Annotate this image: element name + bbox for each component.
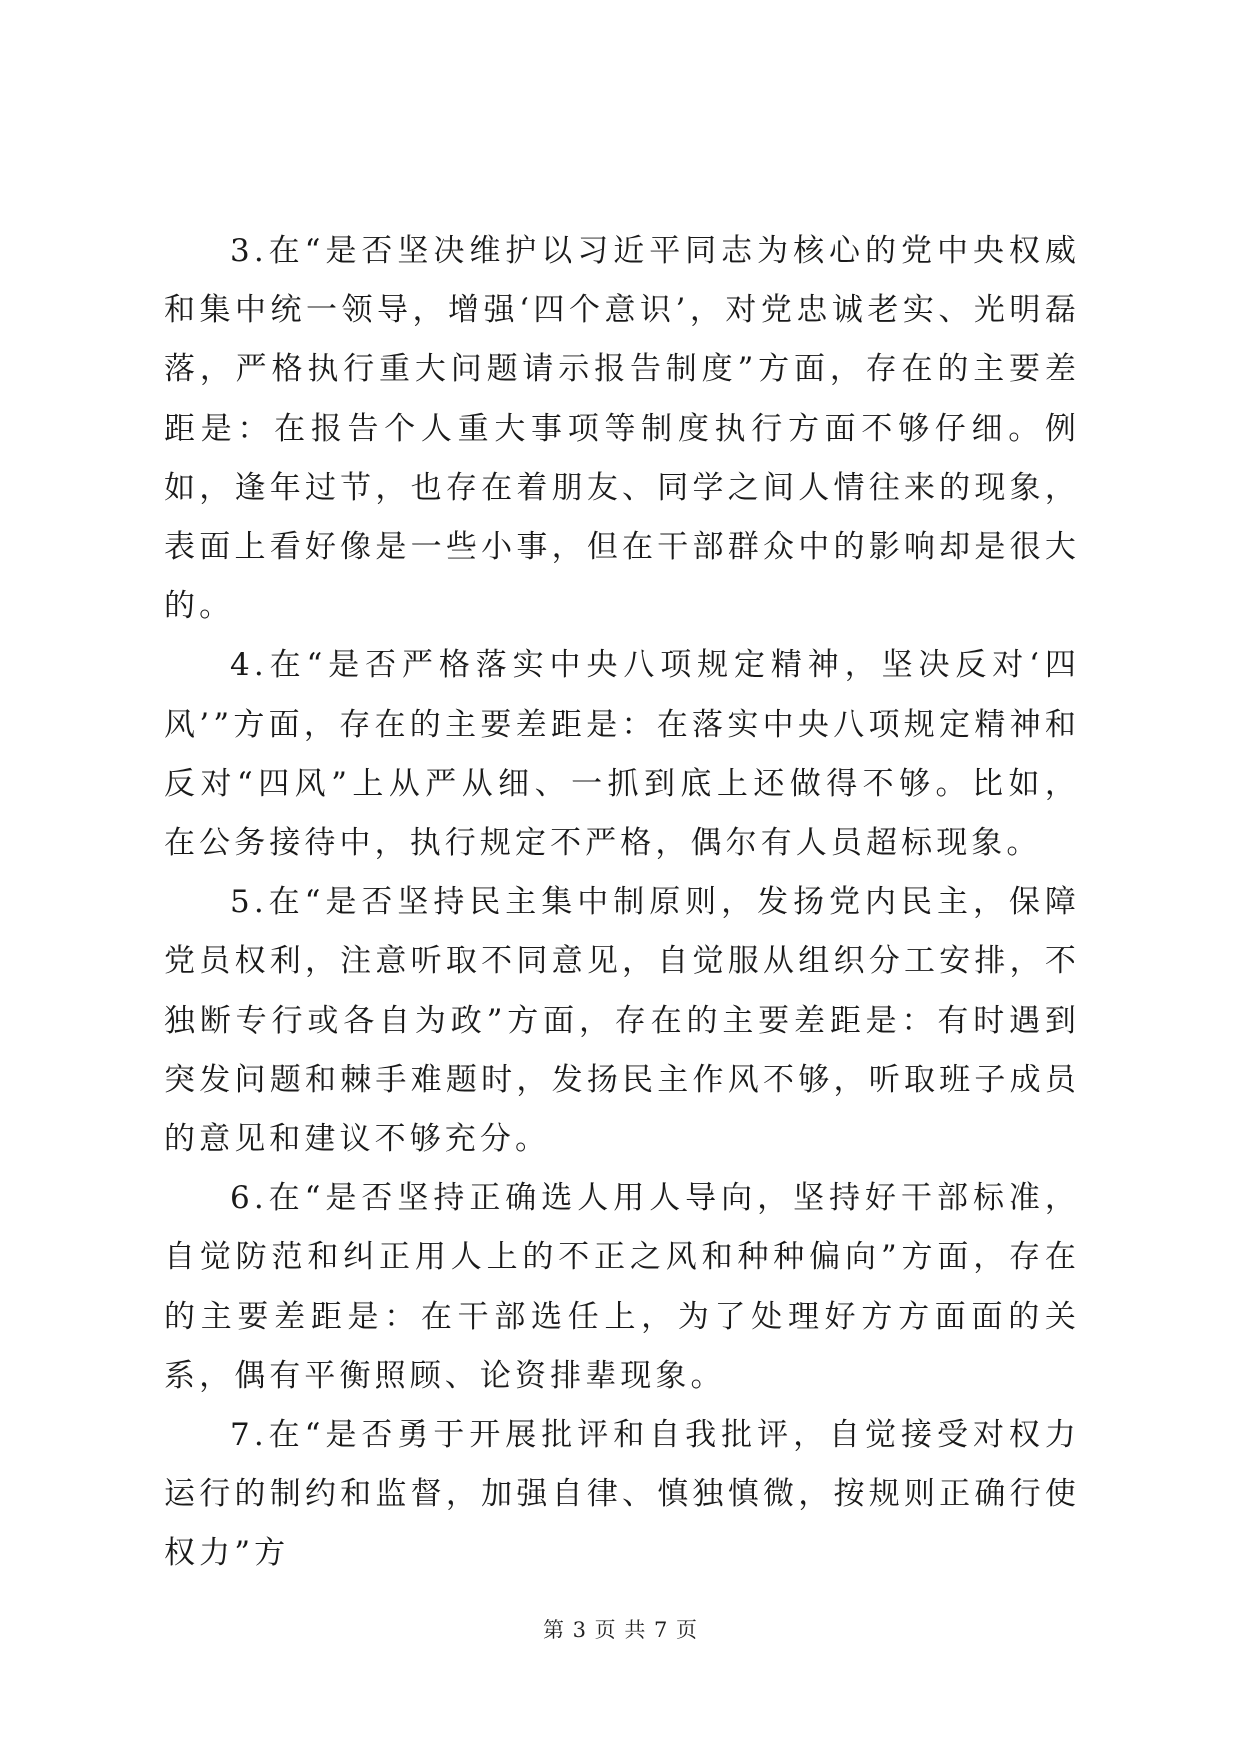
page-number-footer: 第 3 页 共 7 页 (542, 1618, 699, 1642)
paragraph-item-3: 3.在“是否坚决维护以习近平同志为核心的党中央权威和集中统一领导，增强‘四个意识’，对党忠诚老实、光明磊落，严格执行重大问题请示报告制度”方面，存在的主要差距是：在报告个人重大事项等制度执行方面不够仔细。例如，逢年过节，也存在着朋友、同学之间人情往来的现象，表面上看好像是一些小事，但在干部群众中的影响却是很大的。 (164, 233, 1080, 625)
paragraph-item-7: 7.在“是否勇于开展批评和自我批评，自觉接受对权力运行的制约和监督，加强自律、慎独慎微，按规则正确行使权力”方 (164, 1417, 1080, 1572)
paragraph-item-5: 5.在“是否坚持民主集中制原则，发扬党内民主，保障党员权利，注意听取不同意见，自觉服从组织分工安排，不独断专行或各自为政”方面，存在的主要差距是：有时遇到突发问题和棘手难题时，发扬民主作风不够，听取班子成员的意见和建议不够充分。 (164, 884, 1080, 1158)
paragraph-item-4: 4.在“是否严格落实中央八项规定精神，坚决反对‘四风’”方面，存在的主要差距是：在落实中央八项规定精神和反对“四风”上从严从细、一抓到底上还做得不够。比如，在公务接待中，执行规定不严格，偶尔有人员超标现象。 (164, 647, 1080, 862)
document-body (164, 222, 1080, 1584)
paragraph-item-6: 6.在“是否坚持正确选人用人导向，坚持好干部标准，自觉防范和纠正用人上的不正之风和种种偏向”方面，存在的主要差距是：在干部选任上，为了处理好方方面面的关系，偶有平衡照顾、论资排辈现象。 (164, 1180, 1080, 1394)
